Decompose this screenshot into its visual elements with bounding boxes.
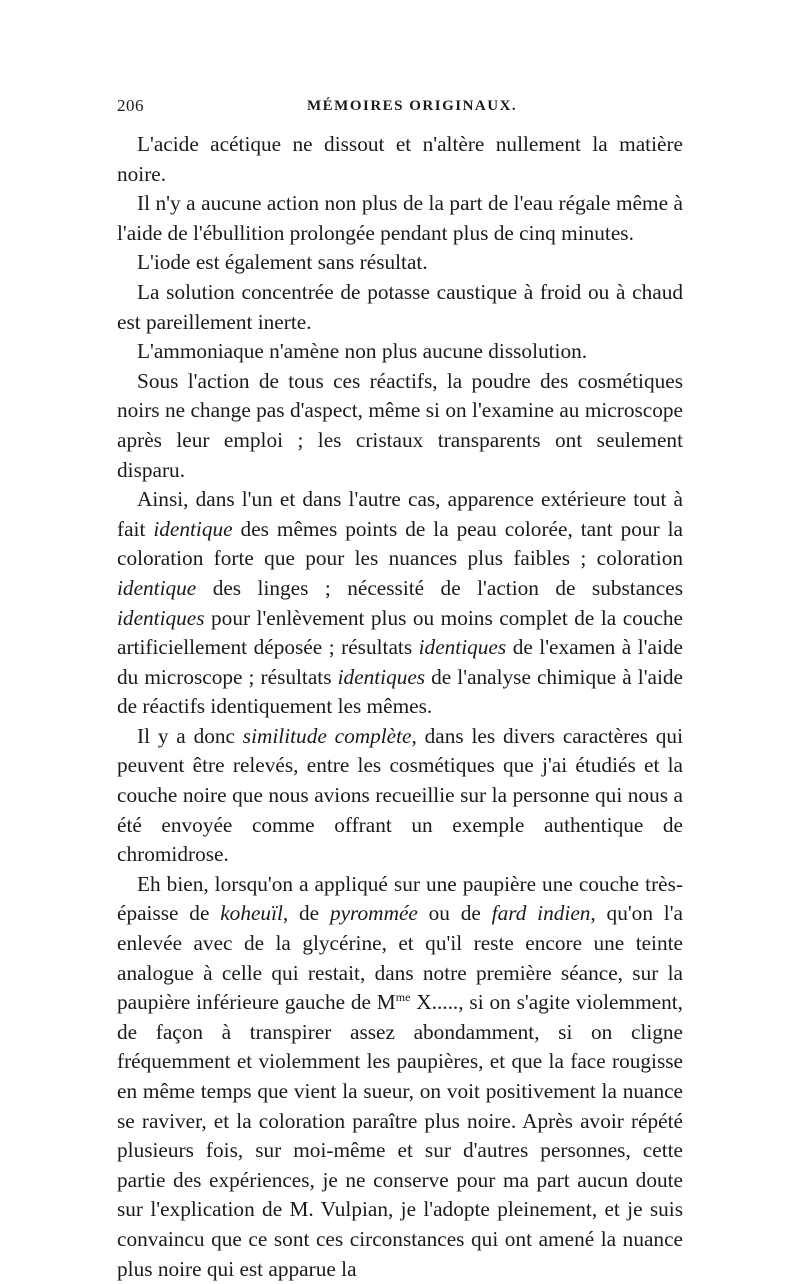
paragraph-2: Il n'y a aucune action non plus de la part de l'eau régale même à l'aide de l'ébullition prolongée pendant plus de cinq minutes.: [117, 191, 683, 245]
paragraph-1: L'acide acétique ne dissout et n'altère nullement la matière noire.: [117, 132, 683, 186]
italic-term: identiques: [117, 605, 205, 630]
paragraph-8: Il y a donc similitude complète, dans les divers caractères qui peuvent être relevés, entre les cosmétiques que j'ai étudiés et la couche noire que nous avions recueillie sur la personne qui nous a été envoyée comme offrant un exemple authentique de chromidrose.: [117, 723, 683, 867]
italic-term: identique: [153, 516, 233, 541]
paragraph-6: Sous l'action de tous ces réactifs, la poudre des cosmétiques noirs ne change pas d'aspect, même si on l'examine au microscope après leur emploi ; les cristaux transparents ont seulement disparu.: [117, 368, 683, 482]
italic-term: pyrommée: [329, 901, 418, 926]
paragraph-4: La solution concentrée de potasse caustique à froid ou à chaud est pareillement inerte.: [117, 279, 683, 334]
body-text: [117, 130, 683, 1284]
paragraph-7: Ainsi, dans l'un et dans l'autre cas, apparence extérieure tout à fait identique des mêmes points de la peau colorée, tant pour la coloration forte que pour les nuances plus faibles ; coloration identique des linges ; nécessité de l'action de substances identiques pour l'enlèvement plus ou moins complet de la couche artificiellement déposée ; résultats identiques de l'examen à l'aide du microscope ; résultats identiques de l'analyse chimique à l'aide de réactifs identiquement les mêmes.: [117, 487, 684, 719]
page-header: [117, 96, 683, 122]
italic-term: identiques: [418, 635, 507, 660]
italic-term: fard indien: [491, 901, 591, 926]
italic-term: identique: [117, 575, 197, 600]
italic-term: similitude complète: [242, 723, 412, 748]
running-head: MÉMOIRES ORIGINAUX.: [307, 98, 518, 114]
italic-term: koheuïl: [220, 901, 283, 926]
page-number: 206: [117, 96, 144, 115]
document-page: [117, 96, 683, 1284]
superscript: me: [395, 990, 411, 1005]
paragraph-9: Eh bien, lorsqu'on a appliqué sur une paupière une couche très-épaisse de koheuïl, de pyrommée ou de fard indien, qu'on l'a enlevée avec de la glycérine, et qu'il reste encore une teinte analogue à celle qui restait, dans notre première séance, sur la paupière inférieure gauche de $M^{me}$ X....., si on s'agite violemment, de façon à transpirer assez abondamment, si on cligne fréquemment et violemment les paupières, et que la face rougisse en même temps que vient la sueur, on voit positivement la nuance se raviver, et la coloration paraître plus noire. Après avoir répété plusieurs fois, sur moi-même et sur d'autres personnes, cette partie des expériences, je ne conserve pour ma part aucun doute sur l'explication de M. Vulpian, je l'adopte pleinement, et je suis convaincu que ce sont ces circonstances qui ont amené la nuance plus noire qui est apparue la: [117, 871, 683, 1281]
paragraph-5: L'ammoniaque n'amène non plus aucune dissolution.: [137, 339, 588, 364]
paragraph-3: L'iode est également sans résultat.: [137, 250, 428, 275]
italic-term: identiques: [337, 664, 426, 689]
